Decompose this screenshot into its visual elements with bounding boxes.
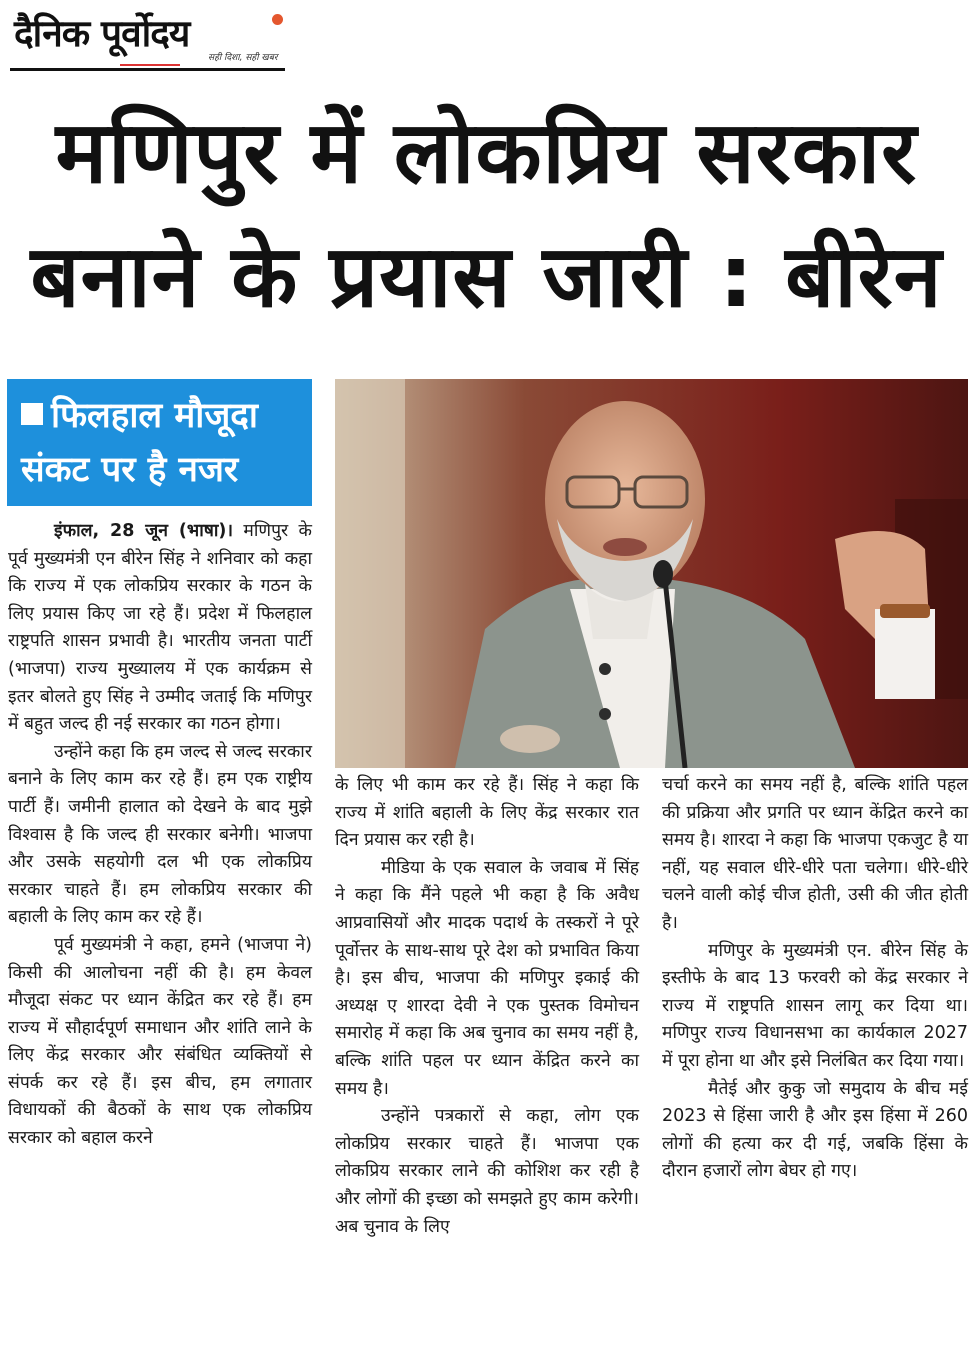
masthead-dot-icon — [272, 14, 283, 25]
masthead — [10, 6, 285, 72]
article-paragraph: उन्होंने कहा कि हम जल्द से जल्द सरकार बनाने के लिए काम कर रहे हैं। हम एक राष्ट्रीय पार्टी हैं। जमीनी हालात को देखने के बाद मुझे विश्वास है कि जल्द ही सरकार बनेगी। भाजपा और उसके सहयोगी दल भी एक लोकप्रिय सरकार चाहते हैं। हम लोकप्रिय सरकार की बहाली के लिए काम कर रहे हैं। — [8, 741, 312, 928]
bullet-square-icon — [21, 403, 43, 425]
article-paragraph: मीडिया के एक सवाल के जवाब में सिंह ने कहा कि मैंने पहले भी कहा है कि अवैध आप्रवासियों और मादक पदार्थ के तस्करों ने पूरे पूर्वोत्तर के साथ-साथ पूरे देश को प्रभावित किया है। इस बीच, भाजपा की मणिपुर इकाई की अध्यक्ष ए शारदा देवी ने एक पुस्तक विमोचन समारोह में कहा कि अब चुनाव का समय नहीं है, बल्कि शांति पहल पर ध्यान केंद्रित करने का समय है। — [335, 857, 639, 1099]
masthead-rule — [10, 68, 285, 71]
article-column-2 — [335, 772, 639, 1241]
article-column-1 — [8, 518, 312, 1153]
article-paragraph: मणिपुर के मुख्यमंत्री एन. बीरेन सिंह के इस्तीफे के बाद 13 फरवरी को केंद्र सरकार ने राज्य में राष्ट्रपति शासन लागू कर दिया था। मणिपुर राज्य विधानसभा का कार्यकाल 2027 में पूरा होना था और इसे निलंबित कर दिया गया। — [662, 940, 968, 1071]
masthead-accent-rule — [120, 64, 180, 66]
article-paragraph: उन्होंने पत्रकारों से कहा, लोग एक लोकप्रिय सरकार चाहते हैं। भाजपा एक लोकप्रिय सरकार लाने की कोशिश कर रही है और लोगों की इच्छा को समझते हुए काम करेगी। अब चुनाव के लिए — [335, 1106, 639, 1237]
subheadline-line-1: फिलहाल मौजूदा — [21, 389, 302, 443]
speaker-illustration — [335, 379, 968, 768]
headline-line-1: मणिपुर में लोकप्रिय सरकार — [55, 103, 918, 203]
article-paragraph: मैतेई और कुकु जो समुदाय के बीच मई 2023 से हिंसा जारी है और इस हिंसा में 260 लोगों की हत्या कर दी गई, जबकि हिंसा के दौरान हजारों लोग बेघर हो गए। — [662, 1078, 968, 1182]
subheadline-box — [7, 379, 312, 506]
headline-line-2: बनाने के प्रयास जारी : बीरेन — [30, 227, 943, 327]
article-paragraph: इंफाल, 28 जून (भाषा)। मणिपुर के पूर्व मुख्यमंत्री एन बीरेन सिंह ने शनिवार को कहा कि राज्य में एक लोकप्रिय सरकार के गठन के लिए प्रयास किए जा रहे हैं। प्रदेश में फिलहाल राष्ट्रपति शासन प्रभावी है। भारतीय जनता पार्टी (भाजपा) राज्य मुख्यालय में एक कार्यक्रम से इतर बोलते हुए सिंह ने उम्मीद जताई कि मणिपुर में बहुत जल्द ही नई सरकार का गठन होगा। — [8, 521, 312, 735]
article-paragraph: के लिए भी काम कर रहे हैं। सिंह ने कहा कि राज्य में शांति बहाली के लिए केंद्र सरकार रात दिन प्रयास कर रही है। — [335, 775, 639, 851]
subheadline-line-2: संकट पर है नजर — [21, 450, 239, 490]
newspaper-name: दैनिक पूर्वोदय — [14, 12, 190, 55]
article-paragraph: पूर्व मुख्यमंत्री ने कहा, हमने (भाजपा ने) किसी की आलोचना नहीं की है। हम केवल मौजूदा संकट पर ध्यान केंद्रित कर रहे हैं। हम राज्य में सौहार्दपूर्ण समाधान और शांति लाने के लिए केंद्र सरकार और संबंधित व्यक्तियों से संपर्क कर रहे हैं। इस बीच, हम लगातार विधायकों की बैठकों के साथ एक लोकप्रिय सरकार को बहाल करने — [8, 934, 312, 1149]
news-photo — [335, 379, 968, 768]
newspaper-tagline: सही दिशा, सही खबर — [208, 53, 278, 63]
article-paragraph: चर्चा करने का समय नहीं है, बल्कि शांति पहल की प्रक्रिया और प्रगति पर ध्यान केंद्रित करने का समय है। शारदा ने कहा कि भाजपा एकजुट है या नहीं, यह सवाल धीरे-धीरे पता चलेगा। धीरे-धीरे चलने वाली कोई चीज होती, उसी की जीत होती है। — [662, 775, 968, 933]
article-column-3 — [662, 772, 968, 1186]
dateline: इंफाल, 28 जून (भाषा)। — [54, 521, 234, 541]
